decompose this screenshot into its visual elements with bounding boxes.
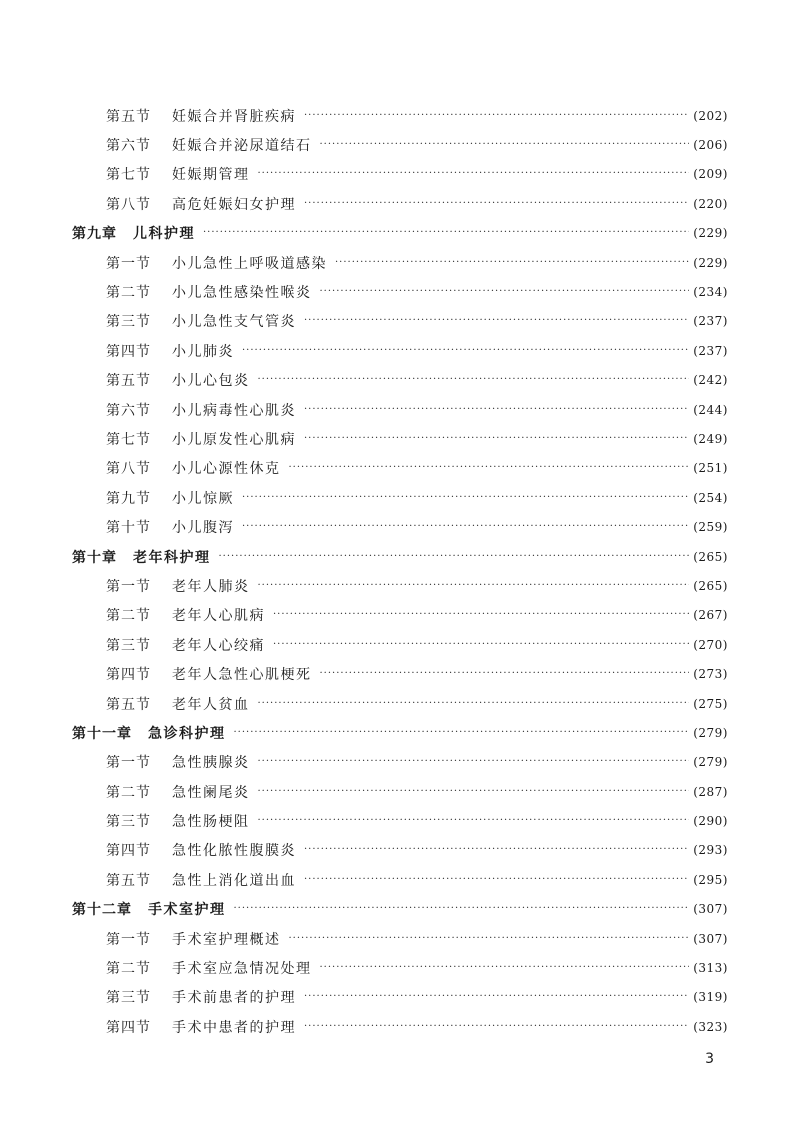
- dot-leader: [320, 138, 690, 152]
- entry-title: 妊娠合并泌尿道结石: [172, 138, 312, 155]
- entry-page: (259): [693, 520, 728, 535]
- entry-page: (234): [693, 285, 728, 300]
- entry-title: 妊娠期管理: [172, 167, 250, 184]
- dot-leader: [304, 314, 689, 328]
- toc-section-row: [0, 101, 800, 130]
- entry-title: 急性阑尾炎: [172, 784, 250, 801]
- entry-number: 第三节: [106, 314, 151, 331]
- dot-leader: [258, 785, 690, 799]
- entry-title: 手术室护理: [148, 902, 226, 919]
- dot-leader: [320, 961, 690, 975]
- dot-leader: [234, 726, 690, 740]
- entry-page: (267): [693, 608, 728, 623]
- toc-chapter-row: [0, 718, 800, 747]
- entry-page: (275): [693, 696, 728, 711]
- entry-page: (202): [693, 108, 728, 123]
- toc-section-row: [0, 659, 800, 688]
- entry-page: (279): [693, 725, 728, 740]
- entry-number: 第一节: [106, 255, 151, 272]
- dot-leader: [258, 579, 690, 593]
- entry-title: 老年人心肌病: [172, 608, 265, 625]
- entry-page: (313): [693, 961, 728, 976]
- dot-leader: [304, 432, 689, 446]
- entry-title: 高危妊娠妇女护理: [172, 196, 296, 213]
- entry-page: (220): [693, 196, 728, 211]
- toc-section-row: [0, 777, 800, 806]
- entry-title: 小儿病毒性心肌炎: [172, 402, 296, 419]
- dot-leader: [320, 667, 690, 681]
- toc-section-row: [0, 806, 800, 835]
- entry-number: 第四节: [106, 843, 151, 860]
- entry-title: 手术室应急情况处理: [172, 961, 312, 978]
- toc-chapter-row: [0, 219, 800, 248]
- dot-leader: [304, 873, 689, 887]
- entry-title: 急性胰腺炎: [172, 755, 250, 772]
- entry-number: 第七节: [106, 431, 151, 448]
- dot-leader: [289, 932, 690, 946]
- entry-page: (287): [693, 784, 728, 799]
- entry-number: 第四节: [106, 667, 151, 684]
- entry-page: (293): [693, 843, 728, 858]
- entry-number: 第五节: [106, 696, 151, 713]
- dot-leader: [242, 491, 689, 505]
- entry-page: (229): [693, 255, 728, 270]
- dot-leader: [335, 256, 689, 270]
- entry-title: 儿科护理: [133, 226, 195, 243]
- entry-page: (295): [693, 872, 728, 887]
- entry-number: 第十一章: [72, 725, 132, 742]
- entry-page: (319): [693, 990, 728, 1005]
- dot-leader: [258, 697, 690, 711]
- toc-section-row: [0, 277, 800, 306]
- entry-number: 第四节: [106, 343, 151, 360]
- dot-leader: [304, 1020, 689, 1034]
- toc-chapter-row: [0, 542, 800, 571]
- entry-number: 第六节: [106, 138, 151, 155]
- toc-section-row: [0, 748, 800, 777]
- toc-section-row: [0, 336, 800, 365]
- entry-number: 第二节: [106, 784, 151, 801]
- dot-leader: [304, 403, 689, 417]
- toc-section-row: [0, 130, 800, 159]
- entry-number: 第五节: [106, 108, 151, 125]
- toc-section-row: [0, 953, 800, 982]
- toc-section-row: [0, 248, 800, 277]
- dot-leader: [289, 461, 690, 475]
- toc-chapter-row: [0, 895, 800, 924]
- entry-title: 手术室护理概述: [172, 931, 281, 948]
- dot-leader: [304, 843, 689, 857]
- entry-number: 第六节: [106, 402, 151, 419]
- entry-title: 小儿惊厥: [172, 490, 234, 507]
- entry-page: (290): [693, 814, 728, 829]
- entry-title: 老年人肺炎: [172, 578, 250, 595]
- entry-page: (254): [693, 490, 728, 505]
- dot-leader: [258, 373, 690, 387]
- toc-section-row: [0, 366, 800, 395]
- dot-leader: [273, 608, 689, 622]
- entry-page: (244): [693, 402, 728, 417]
- toc-section-row: [0, 395, 800, 424]
- toc-section-row: [0, 983, 800, 1012]
- dot-leader: [273, 638, 689, 652]
- dot-leader: [304, 990, 689, 1004]
- toc-section-row: [0, 865, 800, 894]
- entry-number: 第四节: [106, 1019, 151, 1036]
- entry-number: 第五节: [106, 373, 151, 390]
- toc-section-row: [0, 307, 800, 336]
- entry-title: 小儿心源性休克: [172, 461, 281, 478]
- entry-number: 第九节: [106, 490, 151, 507]
- entry-title: 急性上消化道出血: [172, 872, 296, 889]
- toc-section-row: [0, 630, 800, 659]
- page-number: 3: [705, 1051, 714, 1067]
- entry-title: 老年人心绞痛: [172, 637, 265, 654]
- toc-section-row: [0, 424, 800, 453]
- dot-leader: [258, 814, 690, 828]
- entry-title: 急诊科护理: [148, 725, 226, 742]
- dot-leader: [258, 755, 690, 769]
- toc-section-row: [0, 160, 800, 189]
- dot-leader: [203, 226, 689, 240]
- entry-page: (307): [693, 931, 728, 946]
- entry-title: 小儿急性支气管炎: [172, 314, 296, 331]
- entry-number: 第八节: [106, 196, 151, 213]
- entry-title: 急性肠梗阻: [172, 814, 250, 831]
- entry-number: 第七节: [106, 167, 151, 184]
- entry-page: (265): [693, 578, 728, 593]
- entry-title: 小儿原发性心肌病: [172, 431, 296, 448]
- toc-section-row: [0, 689, 800, 718]
- toc-section-row: [0, 601, 800, 630]
- entry-page: (265): [693, 549, 728, 564]
- entry-title: 老年人急性心肌梗死: [172, 667, 312, 684]
- entry-page: (307): [693, 902, 728, 917]
- entry-number: 第三节: [106, 990, 151, 1007]
- entry-number: 第一节: [106, 578, 151, 595]
- entry-page: (237): [693, 343, 728, 358]
- entry-page: (242): [693, 373, 728, 388]
- entry-number: 第九章: [72, 226, 117, 243]
- entry-page: (279): [693, 755, 728, 770]
- entry-number: 第十章: [72, 549, 117, 566]
- entry-title: 老年人贫血: [172, 696, 250, 713]
- table-of-contents: [0, 101, 800, 1042]
- entry-page: (251): [693, 461, 728, 476]
- entry-number: 第二节: [106, 285, 151, 302]
- entry-number: 第十二章: [72, 902, 132, 919]
- entry-page: (209): [693, 167, 728, 182]
- entry-number: 第十节: [106, 520, 151, 537]
- entry-number: 第一节: [106, 755, 151, 772]
- entry-page: (206): [693, 138, 728, 153]
- entry-page: (270): [693, 637, 728, 652]
- entry-title: 急性化脓性腹膜炎: [172, 843, 296, 860]
- toc-section-row: [0, 189, 800, 218]
- entry-title: 小儿腹泻: [172, 520, 234, 537]
- entry-page: (249): [693, 431, 728, 446]
- dot-leader: [242, 520, 689, 534]
- entry-title: 手术前患者的护理: [172, 990, 296, 1007]
- entry-title: 小儿肺炎: [172, 343, 234, 360]
- dot-leader: [320, 285, 690, 299]
- entry-number: 第三节: [106, 814, 151, 831]
- dot-leader: [304, 197, 689, 211]
- entry-title: 小儿心包炎: [172, 373, 250, 390]
- entry-number: 第五节: [106, 872, 151, 889]
- dot-leader: [258, 167, 690, 181]
- entry-number: 第二节: [106, 961, 151, 978]
- toc-section-row: [0, 454, 800, 483]
- entry-page: (323): [693, 1019, 728, 1034]
- toc-section-row: [0, 836, 800, 865]
- entry-number: 第二节: [106, 608, 151, 625]
- entry-title: 小儿急性上呼吸道感染: [172, 255, 327, 272]
- toc-section-row: [0, 924, 800, 953]
- dot-leader: [234, 902, 690, 916]
- toc-section-row: [0, 571, 800, 600]
- toc-section-row: [0, 1012, 800, 1041]
- entry-title: 老年科护理: [133, 549, 211, 566]
- entry-number: 第一节: [106, 931, 151, 948]
- entry-title: 手术中患者的护理: [172, 1019, 296, 1036]
- entry-page: (273): [693, 667, 728, 682]
- entry-title: 妊娠合并肾脏疾病: [172, 108, 296, 125]
- entry-page: (229): [693, 226, 728, 241]
- entry-title: 小儿急性感染性喉炎: [172, 285, 312, 302]
- entry-number: 第八节: [106, 461, 151, 478]
- dot-leader: [219, 550, 690, 564]
- toc-section-row: [0, 483, 800, 512]
- entry-number: 第三节: [106, 637, 151, 654]
- entry-page: (237): [693, 314, 728, 329]
- toc-section-row: [0, 512, 800, 541]
- dot-leader: [242, 344, 689, 358]
- dot-leader: [304, 109, 689, 123]
